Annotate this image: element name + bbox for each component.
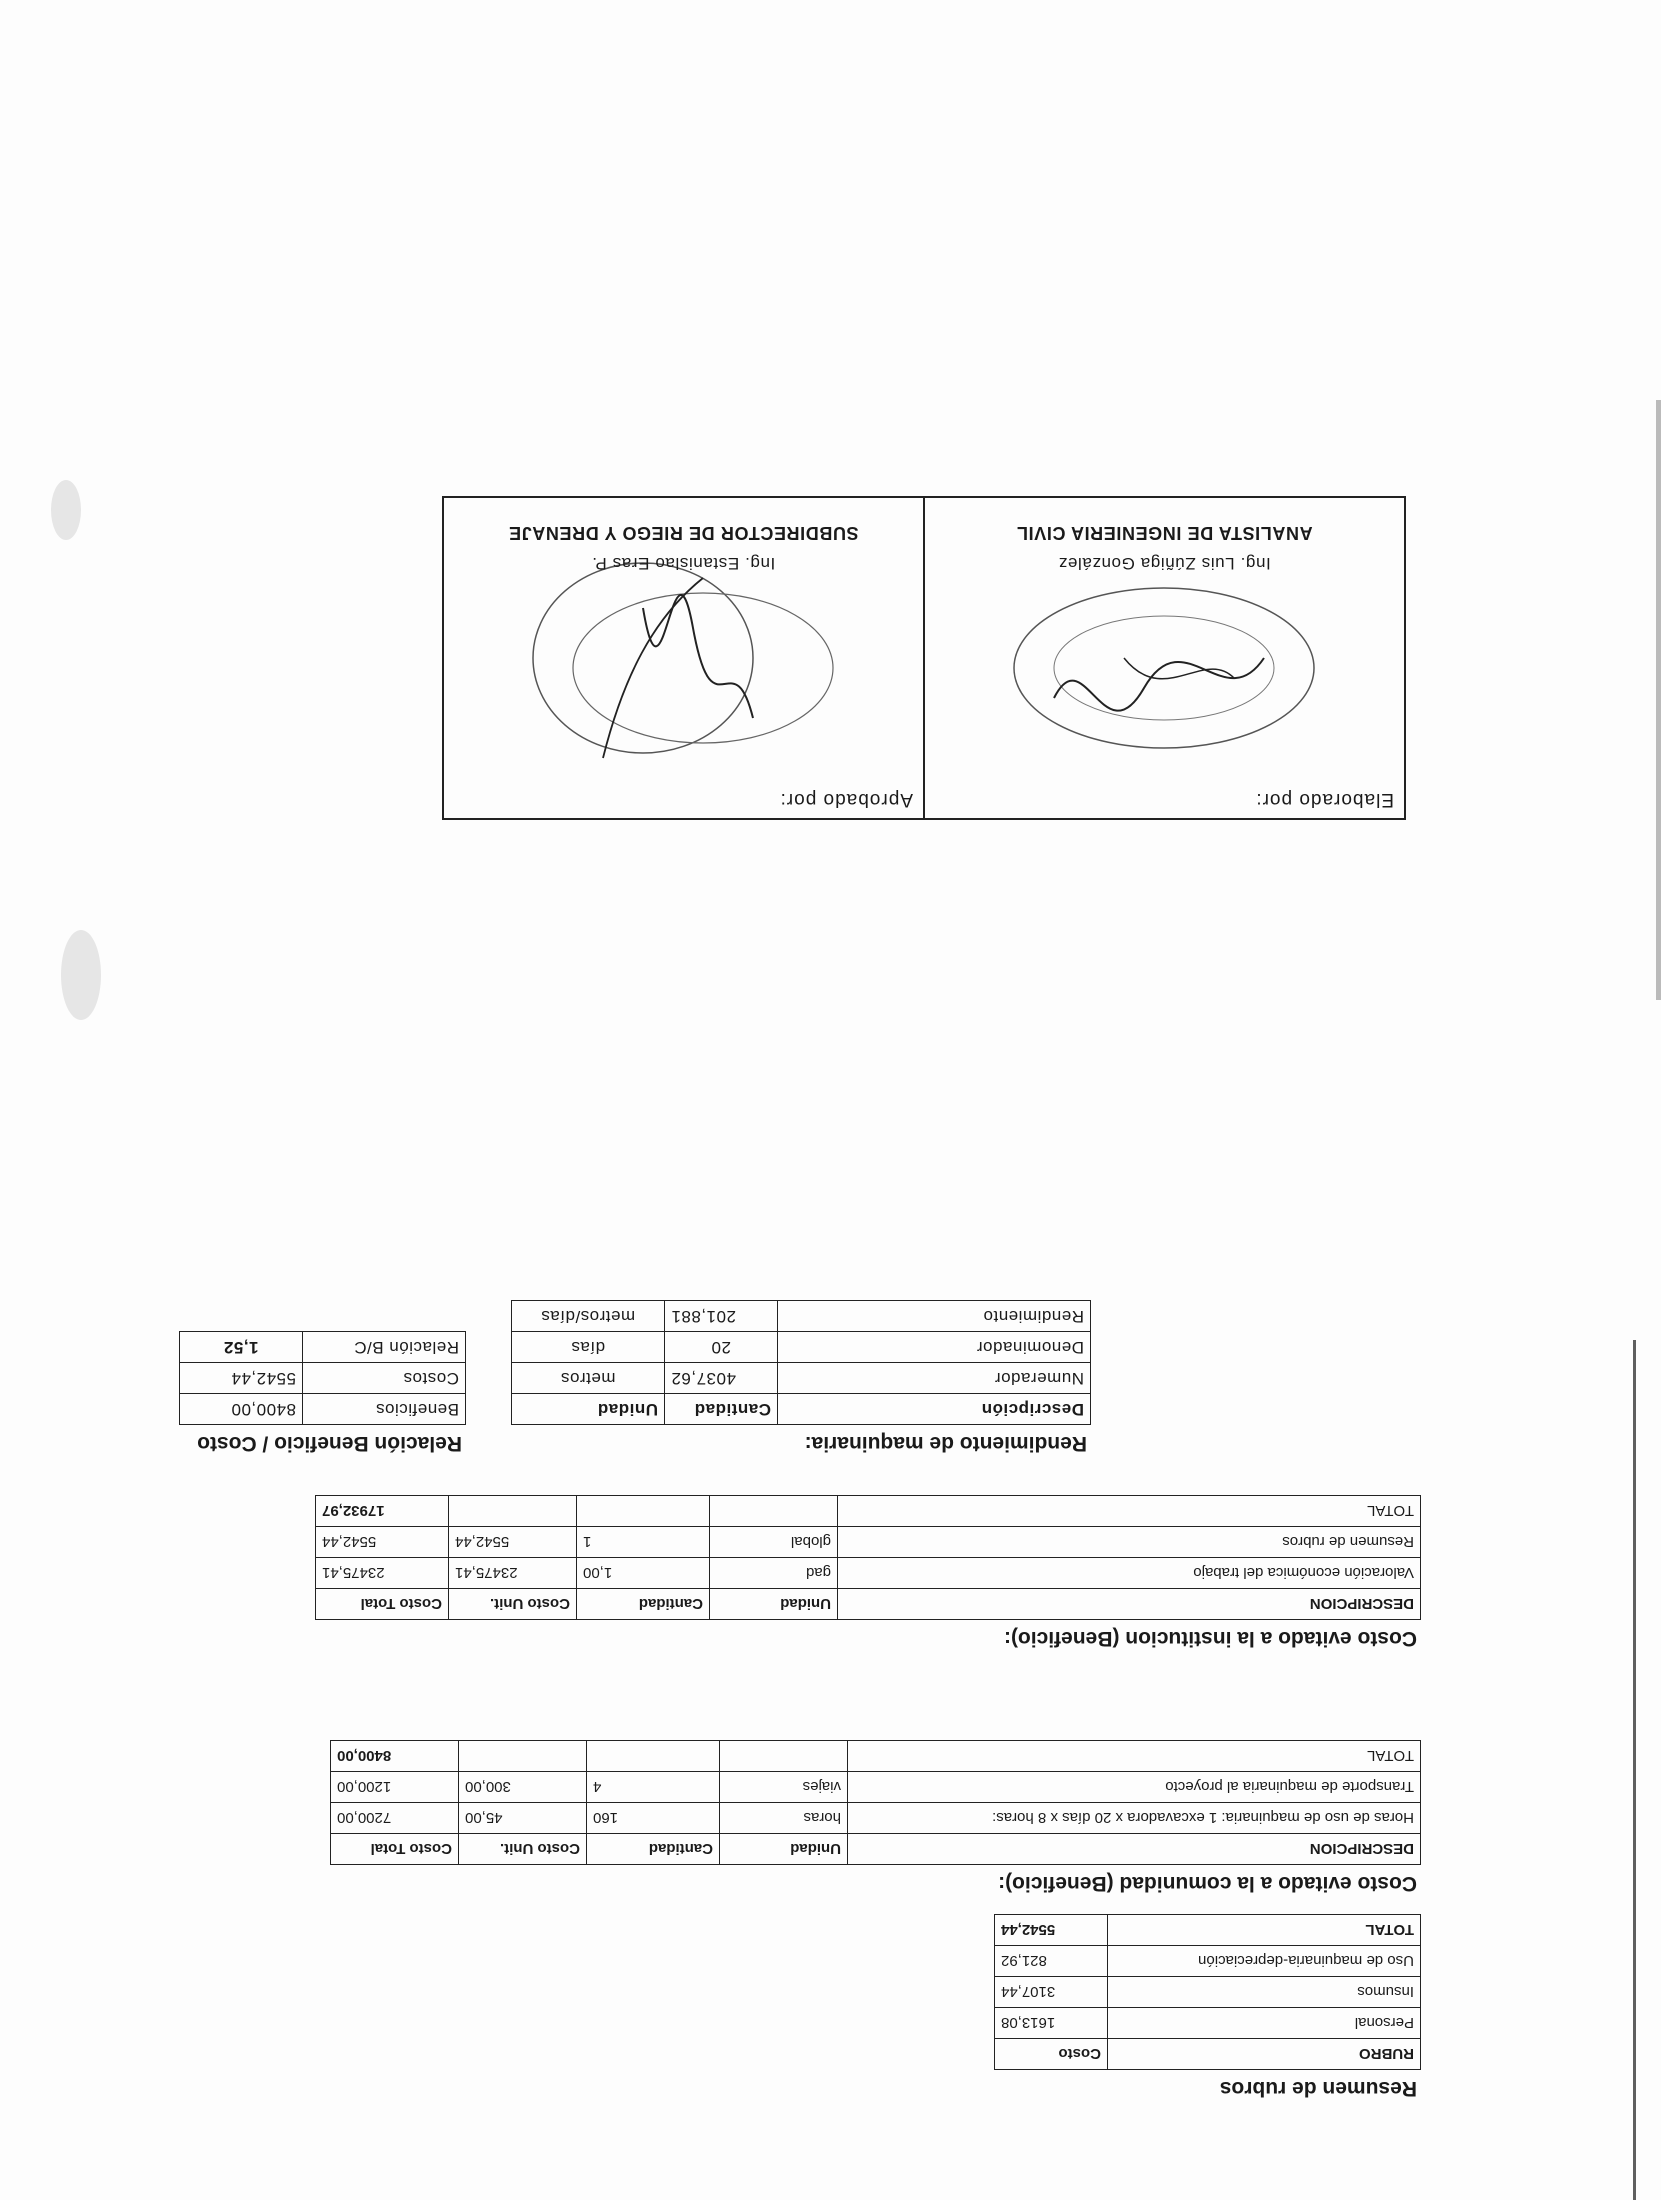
comunidad-table (330, 1740, 1421, 1865)
rendimiento-title: Rendimiento de maquinaria: (804, 1432, 1087, 1455)
relacion-label-cell: Relación B/C (303, 1332, 466, 1363)
table-row (331, 1803, 1421, 1834)
header-unidad: Unidad (710, 1589, 838, 1620)
unidad-cell: horas (720, 1803, 848, 1834)
scan-smudge (51, 480, 81, 540)
table-header-row (995, 2039, 1421, 2070)
descripcion-cell: Horas de uso de maquinaria: 1 excavadora x 20 días x 8 horas: (848, 1803, 1421, 1834)
total-value: 17932,97 (316, 1496, 449, 1527)
unidad-cell: días (512, 1332, 665, 1363)
header-cantidad: Cantidad (577, 1589, 710, 1620)
relacion-block (179, 1331, 466, 1455)
relacion-table (179, 1331, 466, 1425)
total-row (316, 1496, 1421, 1527)
table-row (512, 1363, 1091, 1394)
total-label: TOTAL (1108, 1915, 1421, 1946)
header-descripcion: Descripción (778, 1394, 1091, 1425)
relacion-value-cell: 5542,44 (180, 1363, 303, 1394)
comunidad-section (330, 1740, 1421, 1895)
cantidad-cell: 160 (587, 1803, 720, 1834)
header-rubro: RUBRO (1108, 2039, 1421, 2070)
aprobado-label: Aprobado por: (779, 789, 913, 810)
costo-total-cell: 7200,00 (331, 1803, 459, 1834)
rubro-cell: Uso de maquinaria-depreciación (1108, 1946, 1421, 1977)
header-costo-total: Costo Total (331, 1834, 459, 1865)
header-costo-unit: Costo Unit. (449, 1589, 577, 1620)
aprobado-name: Ing. Estanislao Eras P. (591, 554, 776, 573)
unidad-cell: viajes (720, 1772, 848, 1803)
unidad-cell: metros (512, 1363, 665, 1394)
table-row (995, 1946, 1421, 1977)
elaborado-name: Ing. Luis Zúñiga González (1058, 554, 1271, 573)
table-row (995, 1977, 1421, 2008)
costo-unit-cell: 300,00 (459, 1772, 587, 1803)
total-value: 5542,44 (995, 1915, 1108, 1946)
elaborado-cell (923, 498, 1404, 818)
table-header-row (512, 1394, 1091, 1425)
costo-cell: 3107,44 (995, 1977, 1108, 2008)
table-row (316, 1558, 1421, 1589)
aprobado-title: SUBDIRECTOR DE RIEGO Y DRENAJE (508, 523, 859, 543)
header-cantidad: Cantidad (587, 1834, 720, 1865)
costo-unit-cell: 45,00 (459, 1803, 587, 1834)
table-row (995, 2008, 1421, 2039)
unidad-cell: global (710, 1527, 838, 1558)
descripcion-cell: Resumen de rubros (838, 1527, 1421, 1558)
costo-cell: 1613,08 (995, 2008, 1108, 2039)
table-row (331, 1772, 1421, 1803)
header-unidad: Unidad (720, 1834, 848, 1865)
costo-cell: 821,92 (995, 1946, 1108, 1977)
unidad-cell: gad (710, 1558, 838, 1589)
descripcion-cell: Denominador (778, 1332, 1091, 1363)
resumen-rubros-section (994, 1914, 1421, 2100)
aprobado-signature-stamp (463, 558, 903, 778)
cantidad-cell: 201,881 (665, 1301, 778, 1332)
costo-total-cell: 23475,41 (316, 1558, 449, 1589)
header-descripcion: DESCRIPCION (838, 1589, 1421, 1620)
header-descripcion: DESCRIPCION (848, 1834, 1421, 1865)
descripcion-cell: Transporte de maquinaria al proyecto (848, 1772, 1421, 1803)
relacion-label-cell: Costos (303, 1363, 466, 1394)
costo-total-cell: 5542,44 (316, 1527, 449, 1558)
total-label: TOTAL (848, 1741, 1421, 1772)
resumen-rubros-table (994, 1914, 1421, 2070)
rendimiento-table (511, 1300, 1091, 1425)
empty-cell (710, 1496, 838, 1527)
aprobado-cell (444, 498, 923, 818)
resumen-rubros-title: Resumen de rubros (1219, 2077, 1417, 2100)
unidad-cell: metros/días (512, 1301, 665, 1332)
rendimiento-section (511, 1300, 1091, 1455)
rubro-cell: Insumos (1108, 1977, 1421, 2008)
table-row (512, 1332, 1091, 1363)
cantidad-cell: 1 (577, 1527, 710, 1558)
relacion-label-cell: Beneficios (303, 1394, 466, 1425)
relacion-value-cell: 1,52 (180, 1332, 303, 1363)
margin-line (1633, 1340, 1636, 2200)
empty-cell (577, 1496, 710, 1527)
table-row (180, 1394, 466, 1425)
table-row (512, 1301, 1091, 1332)
elaborado-label: Elaborado por: (1255, 789, 1394, 810)
signature-box (442, 496, 1406, 820)
descripcion-cell: Valoración económica del trabajo (838, 1558, 1421, 1589)
descripcion-cell: Rendimiento (778, 1301, 1091, 1332)
institucion-section (315, 1495, 1421, 1650)
scan-smudge (61, 930, 101, 1020)
header-costo: Costo (995, 2039, 1108, 2070)
costo-total-cell: 1200,00 (331, 1772, 459, 1803)
elaborado-title: ANALISTA DE INGENIERIA CIVIL (1016, 523, 1313, 543)
empty-cell (720, 1741, 848, 1772)
costo-unit-cell: 23475,41 (449, 1558, 577, 1589)
costo-unit-cell: 5542,44 (449, 1527, 577, 1558)
empty-cell (587, 1741, 720, 1772)
header-costo-unit: Costo Unit. (459, 1834, 587, 1865)
empty-cell (459, 1741, 587, 1772)
total-value: 8400,00 (331, 1741, 459, 1772)
total-label: TOTAL (838, 1496, 1421, 1527)
table-row (180, 1363, 466, 1394)
page-edge-shadow (1656, 400, 1661, 1000)
elaborado-signature-stamp (944, 558, 1384, 778)
institucion-title: Costo evitado a la institucion (Beneficio): (1003, 1627, 1417, 1650)
empty-cell (449, 1496, 577, 1527)
table-header-row (316, 1589, 1421, 1620)
cantidad-cell: 20 (665, 1332, 778, 1363)
total-row (995, 1915, 1421, 1946)
relacion-value-cell: 8400,00 (180, 1394, 303, 1425)
table-header-row (331, 1834, 1421, 1865)
header-costo-total: Costo Total (316, 1589, 449, 1620)
total-row (331, 1741, 1421, 1772)
table-row (316, 1527, 1421, 1558)
table-row (180, 1332, 466, 1363)
relacion-title: Relación Beneficio / Costo (197, 1432, 462, 1455)
rubro-cell: Personal (1108, 2008, 1421, 2039)
cantidad-cell: 4037,62 (665, 1363, 778, 1394)
descripcion-cell: Numerador (778, 1363, 1091, 1394)
header-cantidad: Cantidad (665, 1394, 778, 1425)
cantidad-cell: 4 (587, 1772, 720, 1803)
header-unidad: Unidad (512, 1394, 665, 1425)
cantidad-cell: 1,00 (577, 1558, 710, 1589)
comunidad-title: Costo evitado a la comunidad (Beneficio): (998, 1872, 1417, 1895)
institucion-table (315, 1495, 1421, 1620)
